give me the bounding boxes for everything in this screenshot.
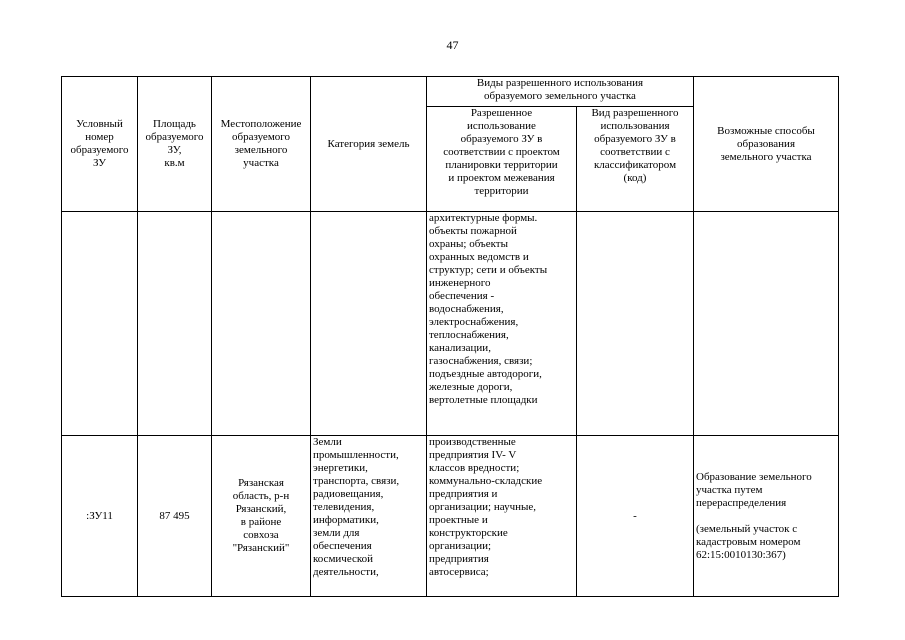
cell-permitted-use: архитектурные формы. объекты пожарной охраны; объекты охранных ведомств и структур; сети и объекты инженерного обеспечения - водоснабжения, электроснабжения, теплоснабжения, канализации, газоснабжения, связи; подъездные автодороги, железные дороги, вертолетные площадки: [427, 212, 577, 436]
cell-location: Рязанская область, р-н Рязанский, в районе совхоза "Рязанский": [212, 436, 311, 597]
header-plot-number: Условный номер образуемого ЗУ: [62, 77, 138, 212]
cell-category: [311, 212, 427, 436]
cell-formation-method: Образование земельного участка путем перераспределения (земельный участок с кадастровым номером 62:15:0010130:367): [694, 436, 839, 597]
header-permitted-use-code: Вид разрешенного использования образуемого ЗУ в соответствии с классификатором (код): [577, 107, 694, 212]
header-permitted-use-project: Разрешенное использование образуемого ЗУ в соответствии с проектом планировки территории и проектом межевания территории: [427, 107, 577, 212]
cell-formation-method: [694, 212, 839, 436]
header-formation-method: Возможные способы образования земельного участка: [694, 77, 839, 212]
cell-plot-number: :ЗУ11: [62, 436, 138, 597]
table-row: [62, 436, 839, 597]
cell-area: 87 495: [138, 436, 212, 597]
cell-location: [212, 212, 311, 436]
header-category: Категория земель: [311, 77, 427, 212]
header-permitted-use-group: Виды разрешенного использования образуемого земельного участка: [427, 77, 694, 107]
cell-permitted-use: производственные предприятия IV- V классов вредности; коммунально-складские предприятия и организации; научные, проектные и конструкторские организации; предприятия автосервиса;: [427, 436, 577, 597]
cell-plot-number: [62, 212, 138, 436]
header-area: Площадь образуемого ЗУ, кв.м: [138, 77, 212, 212]
cell-area: [138, 212, 212, 436]
page-number: 47: [446, 38, 459, 52]
cell-code: [577, 212, 694, 436]
cell-code: -: [577, 436, 694, 597]
cell-category: Земли промышленности, энергетики, транспорта, связи, радиовещания, телевидения, информатики, земли для обеспечения космической деятельности,: [311, 436, 427, 597]
table-row: [62, 212, 839, 436]
land-plot-table: [61, 76, 839, 597]
header-location: Местоположение образуемого земельного участка: [212, 77, 311, 212]
